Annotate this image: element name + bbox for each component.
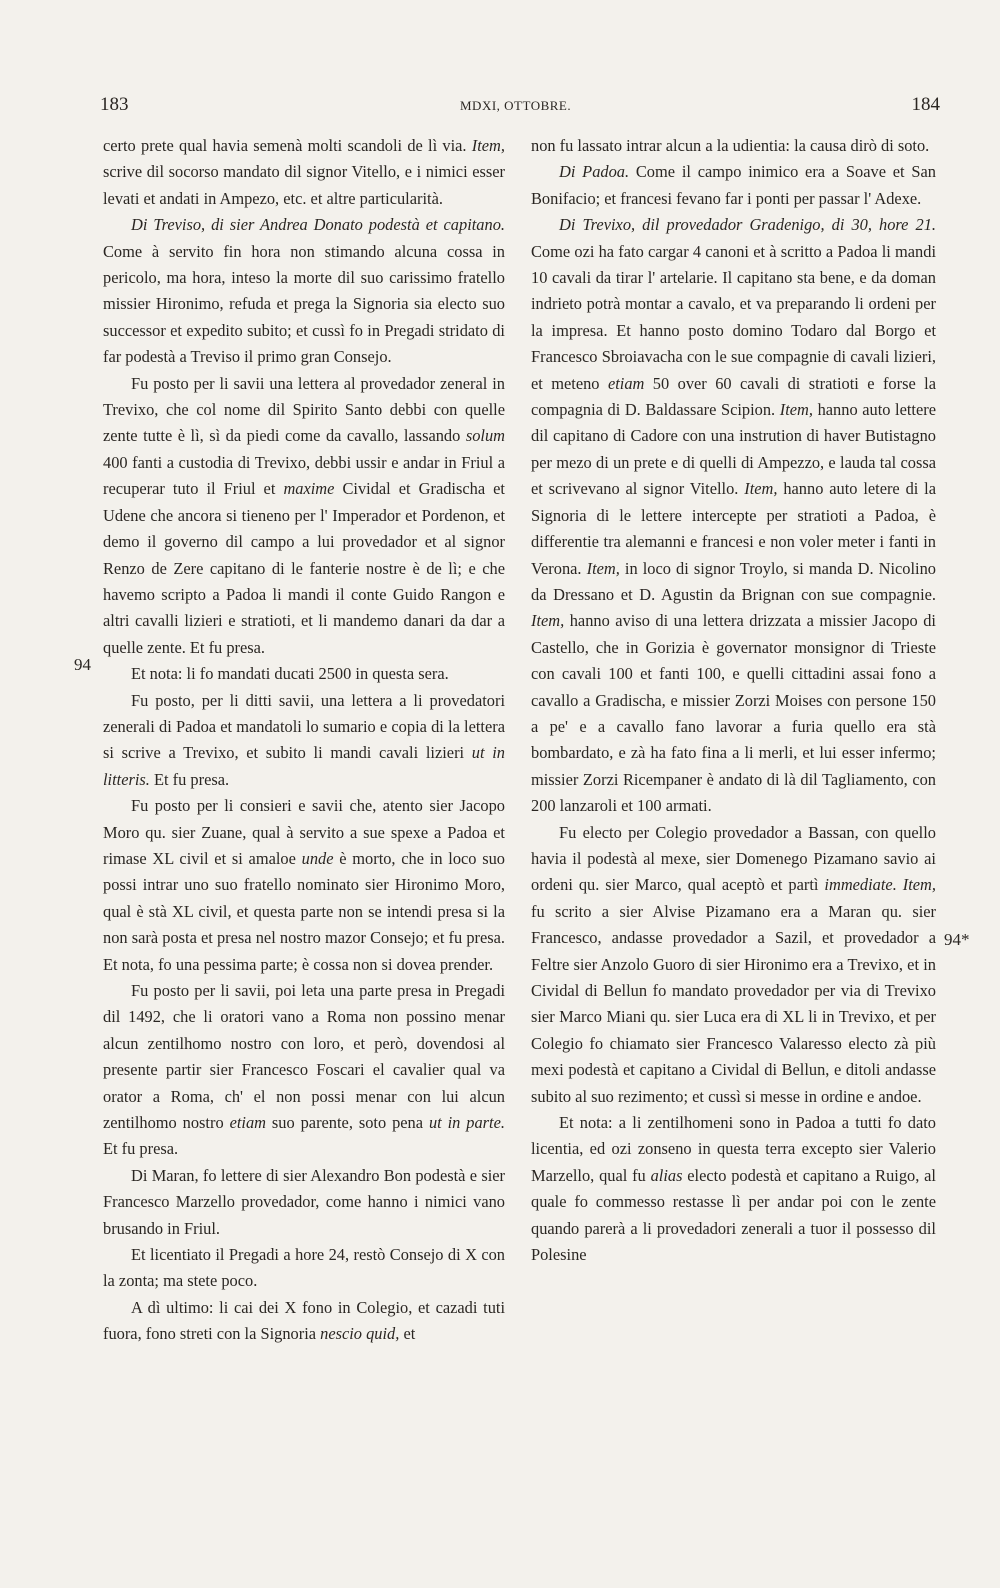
text-run: Fu electo per Colegio provedador a Bassan, con quello havia il podestà al mexe, sier Domenego Pizamano savio ai ordeni qu. sier Marco, qual aceptò et partì bbox=[531, 822, 936, 895]
text-run: 400 fanti a custodia di Trevixo, debbi ussir e andar in Friul a recuperar tuto il Friul et bbox=[103, 452, 505, 499]
text-run: electo podestà et capitano a Ruigo, al quale fo commesso restasse lì per andar poi con le zente quando parerà a li provedadori zenerali a tuor il possesso dil Polesine bbox=[531, 1165, 936, 1265]
text-run: Et licentiato il Pregadi a hore 24, restò Consejo di X con la zonta; ma stete poco. bbox=[103, 1245, 505, 1291]
paragraph bbox=[103, 978, 505, 1163]
italic-text: ut in litteris. bbox=[103, 743, 505, 789]
right-text-column bbox=[531, 133, 936, 1268]
text-run: Come il campo inimico era a Soave et San Bonifacio; et francesi fevano far i ponti per passar l' Adexe. bbox=[531, 162, 936, 208]
text-run: Et nota: li fo mandati ducati 2500 in questa sera. bbox=[131, 664, 449, 684]
paragraph bbox=[103, 793, 505, 978]
paragraph bbox=[103, 1242, 505, 1295]
left-page-number: 183 bbox=[100, 94, 129, 115]
text-run: certo prete qual havia semenà molti scandoli de lì via. bbox=[103, 136, 472, 155]
italic-text: Di Padoa. bbox=[559, 162, 630, 182]
text-run: Fu posto, per li ditti savii, una lettera a li provedatori zenerali di Padoa et mandatoli lo sumario e copia di la lettera si scrive a Trevixo, et subito li mandi cavali lizieri bbox=[103, 690, 505, 763]
italic-text: Item, bbox=[531, 611, 565, 631]
text-run: Et fu presa. bbox=[149, 769, 230, 789]
text-run: hanno auto lettere dil capitano di Cadore con una instrution di haver Butistagno per mezo di un prete e di quelli di Ampezzo, e lauda tal cossa et scrivevano al signor Vitello. bbox=[531, 400, 936, 499]
italic-text: Item, bbox=[744, 479, 778, 499]
italic-text: Item, bbox=[471, 136, 505, 155]
text-run: Fu posto per li consieri e savii che, atento sier Jacopo Moro qu. sier Zuane, qual à servito a sue spexe a Padoa et rimase XL civil et si amaloe bbox=[103, 796, 505, 868]
text-run: suo parente, soto pena bbox=[265, 1113, 429, 1133]
italic-text: Di Trevixo, dil provedador Gradenigo, di 30, hore 21. bbox=[559, 215, 936, 235]
italic-text: Item, bbox=[586, 558, 620, 578]
text-run: Fu posto per li savii, poi leta una parte presa in Pregadi dil 1492, che li oratori vano a Roma non possino menar alcun zentilhomo nostro con loro, et però, dovendosi al presente partir sier Francesco Foscari el cavalier qual va orator a Roma, ch' el non possi menar con lui alcun zentilhomo nostro bbox=[103, 981, 505, 1133]
paragraph bbox=[531, 159, 936, 212]
text-run: è morto, che in loco suo possi intrar uno suo fratello nominato sier Hironimo Moro, qual è stà XL civil, et questa parte non se intendi presa si la non sarà posta et presa nel nostro mazor Consejo; et fu presa. Et nota, fo una pessima parte; è cossa non si dovea prender. bbox=[103, 848, 506, 974]
italic-text: maxime bbox=[283, 479, 335, 499]
italic-text: alias bbox=[650, 1165, 683, 1185]
margin-note-right: 94* bbox=[944, 930, 970, 949]
paragraph bbox=[531, 133, 936, 159]
text-run: fu scrito a sier Alvise Pizamano era a Maran qu. sier Francesco, andasse provedador a Sazil, et provedador a Feltre sier Anzolo Guoro di sier Hironimo era a Trevixo, et in Cividal di Bellun fo mandato provedador per via di Trevixo sier Marco Miani qu. sier Luca era di XL li in Trevixo, et per Colegio fo chiamato sier Francesco Valaresso electo zà più mexi podestà et capitano a Cividal di Bellun, e ditoli andasse subito al suo rezimento; et cussì si messe in ordine e andoe. bbox=[531, 901, 936, 1106]
text-run: scrive dil socorso mandato dil signor Vitello, e i nimici esser levati et andati in Ampezo, etc. et altre particularità. bbox=[103, 162, 505, 208]
paragraph bbox=[103, 212, 505, 370]
italic-text: Item, bbox=[779, 400, 813, 420]
paragraph bbox=[531, 820, 936, 1110]
text-run: Et fu presa. bbox=[103, 1139, 179, 1159]
text-run: 50 over 60 cavali di stratioti e forse la compagnia di D. Baldassare Scipion. bbox=[531, 373, 936, 420]
text-run: A dì ultimo: li cai dei X fono in Colegio, et cazadi tuti fuora, fono streti con la Signoria bbox=[103, 1297, 505, 1344]
italic-text: etiam bbox=[607, 373, 645, 393]
paragraph bbox=[103, 688, 505, 794]
running-head: MDXI, OTTOBRE. bbox=[460, 98, 572, 113]
text-run: Fu posto per li savii una lettera al provedador zeneral in Trevixo, che col nome dil Spirito Santo debbi con quelle zente tutte è lì, sì da piedi come da cavallo, lassando bbox=[103, 373, 505, 446]
text-run: in loco di signor Troylo, si manda D. Nicolino da Dressano et D. Agustin da Brignan con sue compagnie. bbox=[531, 558, 936, 604]
italic-text: etiam bbox=[229, 1113, 266, 1133]
italic-text: nescio quid, bbox=[320, 1324, 400, 1344]
text-run: non fu lassato intrar alcun a la udientia: la causa dirò di soto. bbox=[531, 136, 930, 155]
text-run: Di Maran, fo lettere di sier Alexandro Bon podestà e sier Francesco Marzello provedador, come hanno i nimici vano brusando in Friul. bbox=[103, 1165, 505, 1238]
text-run: hanno aviso di una lettera drizzata a missier Jacopo di Castello, che in Gorizia è governator monsignor di Trieste con cavali 100 et fanti 100, e quelli cittadini assai fono a cavallo a Gradischa, e missier Zorzi Moises con persone 150 a pe' e a cavallo fano lavorar a furia quello era stà bombardato, e zà ha fato fina a li merli, et lui esser infermo; missier Zorzi Ricempaner è andato di là dil Tagliamento, con 200 lanzaroli et 100 armati. bbox=[531, 611, 936, 816]
paragraph bbox=[531, 1110, 936, 1268]
text-run: hanno auto letere di la Signoria di le lettere intercepte per stratioti a Padoa, è differentie tra alemanni e francesi e non voler meter i fanti in Verona. bbox=[531, 479, 936, 578]
text-run: et bbox=[399, 1324, 416, 1344]
text-run: Come ozi ha fato cargar 4 canoni et à scritto a Padoa li mandi 10 cavali da tirar l' artelarie. Il capitano sta bene, e da doman indrieto potrà montar a cavalo, et va preparando li ordeni per la impresa. Et hanno posto domino Todaro dal Borgo et Francesco Sbroiavacha con le sue compagnie di cavali lizieri, et meteno bbox=[531, 241, 936, 393]
text-run: Come à servito fin hora non stimando alcuna cossa in pericolo, ma hora, inteso la morte dil suo carissimo fratello missier Hironimo, refuda et prega la Signoria sia electo suo successor et expedito subito; et cussì fo in Pregadi stridato di far podestà a Treviso il primo gran Consejo. bbox=[103, 241, 505, 367]
text-run: Et nota: a li zentilhomeni sono in Padoa a tutti fo dato licentia, ed ozi zonseno in questa terra excepto sier Valerio Marzello, qual fu bbox=[531, 1113, 936, 1185]
text-run: Cividal et Gradischa et Udene che ancora si tieneno per l' Imperador et Pordenon, et demo il governo dil campo a lui provedador et al signor Renzo de Zere capitano di le fanterie nostre è de lì; e che havemo scripto a Padoa li mandi il conte Guido Rangon e altri cavalli lizieri e stratioti, et li mandemo danari da dar a quelle zente. Et fu presa. bbox=[103, 479, 505, 657]
paragraph bbox=[103, 1295, 505, 1348]
italic-text: ut in parte. bbox=[428, 1113, 505, 1133]
italic-text: unde bbox=[301, 848, 334, 868]
paragraph bbox=[103, 133, 505, 212]
paragraph bbox=[103, 661, 505, 687]
paragraph bbox=[531, 212, 936, 819]
italic-text: Item, bbox=[902, 875, 936, 895]
paragraph bbox=[103, 371, 505, 661]
left-text-column bbox=[103, 133, 505, 1348]
paragraph bbox=[103, 1163, 505, 1242]
margin-note-left: 94 bbox=[74, 655, 91, 674]
right-page-number: 184 bbox=[911, 94, 940, 115]
italic-text: Di Treviso, di sier Andrea Donato podestà et capitano. bbox=[131, 215, 505, 235]
italic-text: immediate. bbox=[824, 875, 897, 895]
italic-text: solum bbox=[465, 426, 505, 446]
page-header bbox=[100, 94, 940, 118]
